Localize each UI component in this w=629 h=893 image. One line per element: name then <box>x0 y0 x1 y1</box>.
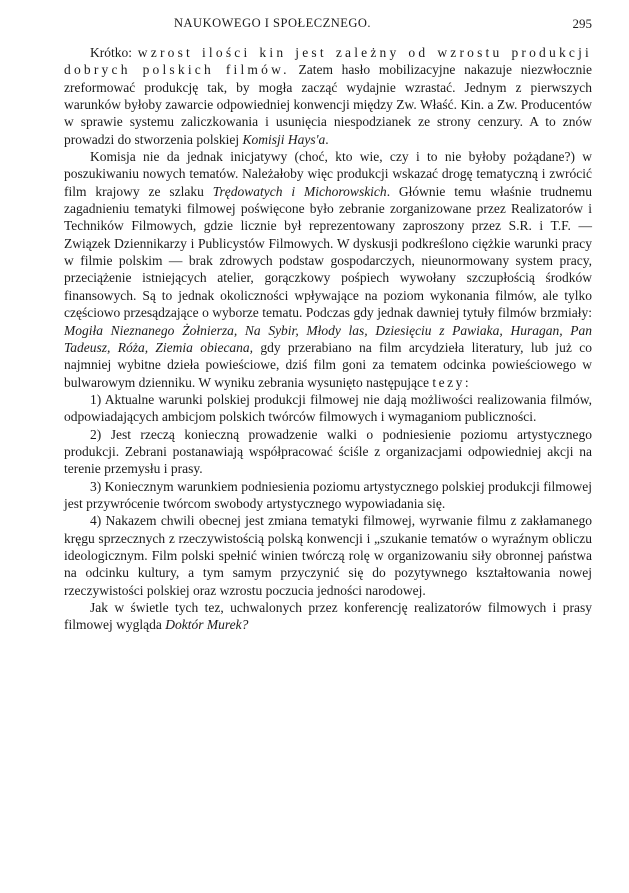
paragraph-1-lead: Krótko: <box>90 45 138 60</box>
thesis-2: 2) Jest rzeczą konieczną prowadzenie walki o podniesienie poziomu artystycznego produkcji. Zebrani postanawiają współpracować ściśle z organizacjami odpowiedniej akcji na terenie przemysłu i prasy. <box>64 426 592 477</box>
paragraph-2-text-a: Komisja nie da jednak inicjatywy (choć, kto wie, czy i to nie byłoby pożądane?) w poszukiwaniu nowych tematów. Należałoby więc produkcji wskazać drogę tematyczną i zwrócić film krajowy ze szlaku <box>64 149 592 199</box>
paragraph-2-text-b: . Głównie temu właśnie trudnemu zagadnieniu tematyki filmowej poświęcone było zebranie zorganizowane przez Realizatorów i Techników Filmowych, gdzie licznie był reprezentowany zaproszony przez S.R. i T.F. — Związek Dziennikarzy i Publicystów Filmowych. W dyskusji podkreślono ciężkie warunki pracy w filmie polskim — brak zdrowych podstaw gospodarczych, nieunormowany system pracy, przeciążenie istniejących atelier, gorączkowy pośpiech wywołany szczupłością środków finansowych. Są to jednak okoliczności wpływające na poziom wykonania filmów, ale tylko częściowo przesądzające o wyborze tematu. Podczas gdy jednak dawniej tytuły filmów brzmiały: <box>64 183 593 321</box>
paragraph-1-end: . <box>325 131 329 147</box>
italic-film-titles-2: Mogiła Nieznanego Żołnierza, Na Sybir, Młody las, Dziesięciu z Pawiaka, Huragan, Pan Tadeusz, Róża, Ziemia obiecana, <box>64 322 592 355</box>
page-header <box>64 16 592 40</box>
page-number: 295 <box>572 16 592 31</box>
paragraph-2-end: : <box>464 374 469 390</box>
italic-komisja: Komisji Hays'a <box>242 131 326 147</box>
thesis-4: 4) Nakazem chwili obecnej jest zmiana tematyki filmowej, wyrwanie filmu z zakłamanego kręgu sprzecznych z rzeczywistością polską konwencji i „szukanie tematów o wyraźnym obliczu ideologicznym. Film polski spełnić winien twórczą rolę w organizowaniu siły obronnej państwa na odcinku kultury, a tym samym przyczynić się do pozytywnego kształtowania nowej rzeczywistości polskiej oraz wzrostu poczucia jedności narodowej. <box>64 513 592 598</box>
running-head: NAUKOWEGO I SPOŁECZNEGO. <box>174 16 372 30</box>
body-text <box>64 44 592 634</box>
italic-doktor-murek: Doktór Murek? <box>165 617 249 633</box>
paragraph-2 <box>64 148 592 391</box>
thesis-3: 3) Koniecznym warunkiem podniesienia poziomu artystycznego polskiej produkcji filmowej jest przywrócenie twórcom swobody artystycznego wypowiadania się. <box>64 478 592 511</box>
spaced-emphasis: wzrost ilości kin jest zależny od wzrostu produkcji dobrych polskich filmów. <box>64 45 592 78</box>
paragraph-1 <box>64 44 592 148</box>
thesis-1: 1) Aktualne warunki polskiej produkcji filmowej nie dają możliwości realizowania filmów, odpowiadających ambicjom polskich twórców filmowych i wymaganiom publiczności. <box>64 391 592 425</box>
paragraph-last-text: Jak w świetle tych tez, uchwalonych przez konferencję realizatorów filmowych i prasy filmowej wygląda <box>64 600 592 633</box>
paragraph-last <box>64 599 592 634</box>
paragraph-2-text-c: gdy przerabiano na film arcydzieła literatury, lub już co najmniej wybitne dzieła powieściowe, dziś film goni za tematem odcinka powieściowego w bulwarowym dzienniku. W wyniku zebrania wysunięto następujące <box>64 339 592 390</box>
spaced-tezy: tezy <box>432 374 465 390</box>
paragraph-1-text: Zatem hasło mobilizacyjne nakazuje niezwłocznie zreformować produkcję tak, by mogła zacząć wydajnie wzrastać. Jednym z pierwszych warunków byłoby zawarcie odpowiedniej konwencji między Zw. Właść. Kin. a Zw. Producentów w sprawie systemu zaliczkowania i usunięcia niespodzianek ze strony cenzury. A to znów prowadzi do stworzenia polskiej <box>64 62 592 147</box>
italic-film-titles-1: Trędowatych i Michorowskich <box>212 183 387 199</box>
